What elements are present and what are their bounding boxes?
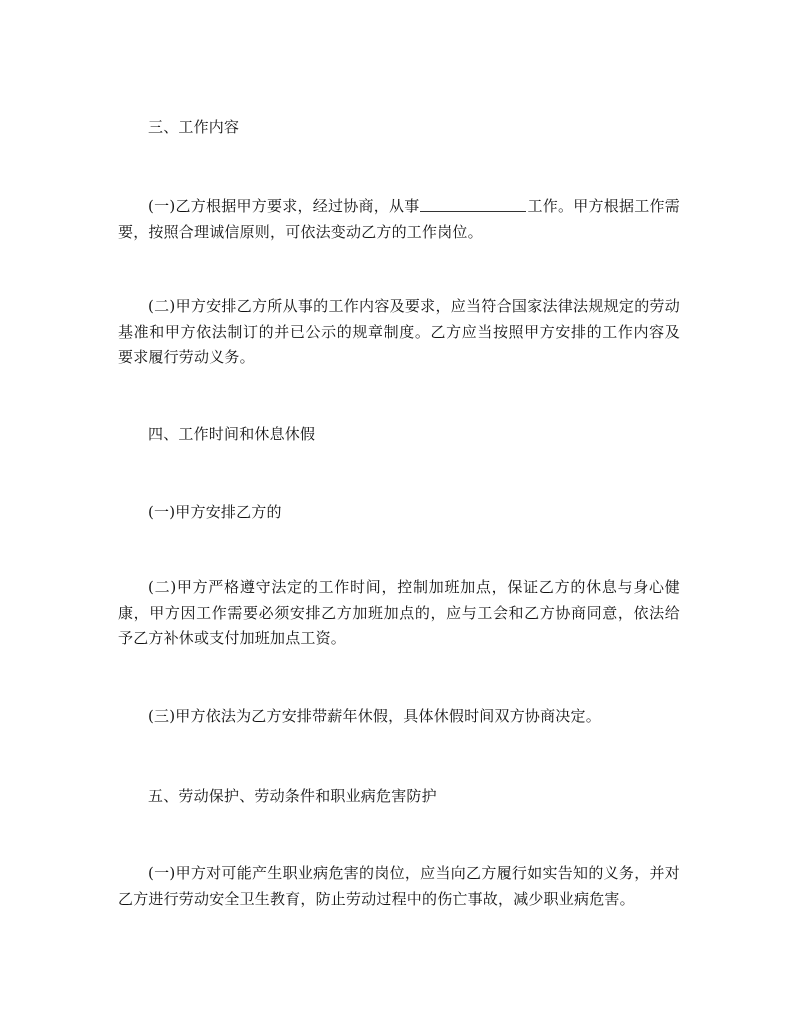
paragraph-work-requirements: (二)甲方安排乙方所从事的工作内容及要求，应当符合国家法律法规规定的劳动基准和甲方依法制订的并已公示的规章制度。乙方应当按照甲方安排的工作内容及要求履行劳动义务。 (118, 297, 680, 366)
paragraph-text-after-blank: 工作。甲方根据工作需要，按照合理诚信原则，可依法变动乙方的工作岗位。 (118, 197, 680, 241)
paragraph-work-assignment (118, 194, 680, 245)
paragraph-working-schedule: (一)甲方安排乙方的 (148, 503, 282, 521)
section-heading-work-content: 三、工作内容 (148, 118, 240, 136)
paragraph-overtime: (二)甲方严格遵守法定的工作时间，控制加班加点，保证乙方的休息与身心健康，甲方因工作需要必须安排乙方加班加点的，应与工会和乙方协商同意，依法给予乙方补休或支付加班加点工资。 (118, 578, 680, 647)
section-heading-working-hours: 四、工作时间和休息休假 (148, 425, 316, 443)
paragraph-occupational-hazard: (一)甲方对可能产生职业病危害的岗位，应当向乙方履行如实告知的义务，并对乙方进行劳动安全卫生教育，防止劳动过程中的伤亡事故，减少职业病危害。 (118, 864, 680, 908)
job-title-blank-line (420, 196, 526, 212)
section-heading-labor-protection: 五、劳动保护、劳动条件和职业病危害防护 (148, 787, 437, 805)
paragraph-paid-leave: (三)甲方依法为乙方安排带薪年休假，具体休假时间双方协商决定。 (148, 707, 601, 725)
paragraph-text-before-blank: (一)乙方根据甲方要求，经过协商，从事 (148, 197, 420, 215)
